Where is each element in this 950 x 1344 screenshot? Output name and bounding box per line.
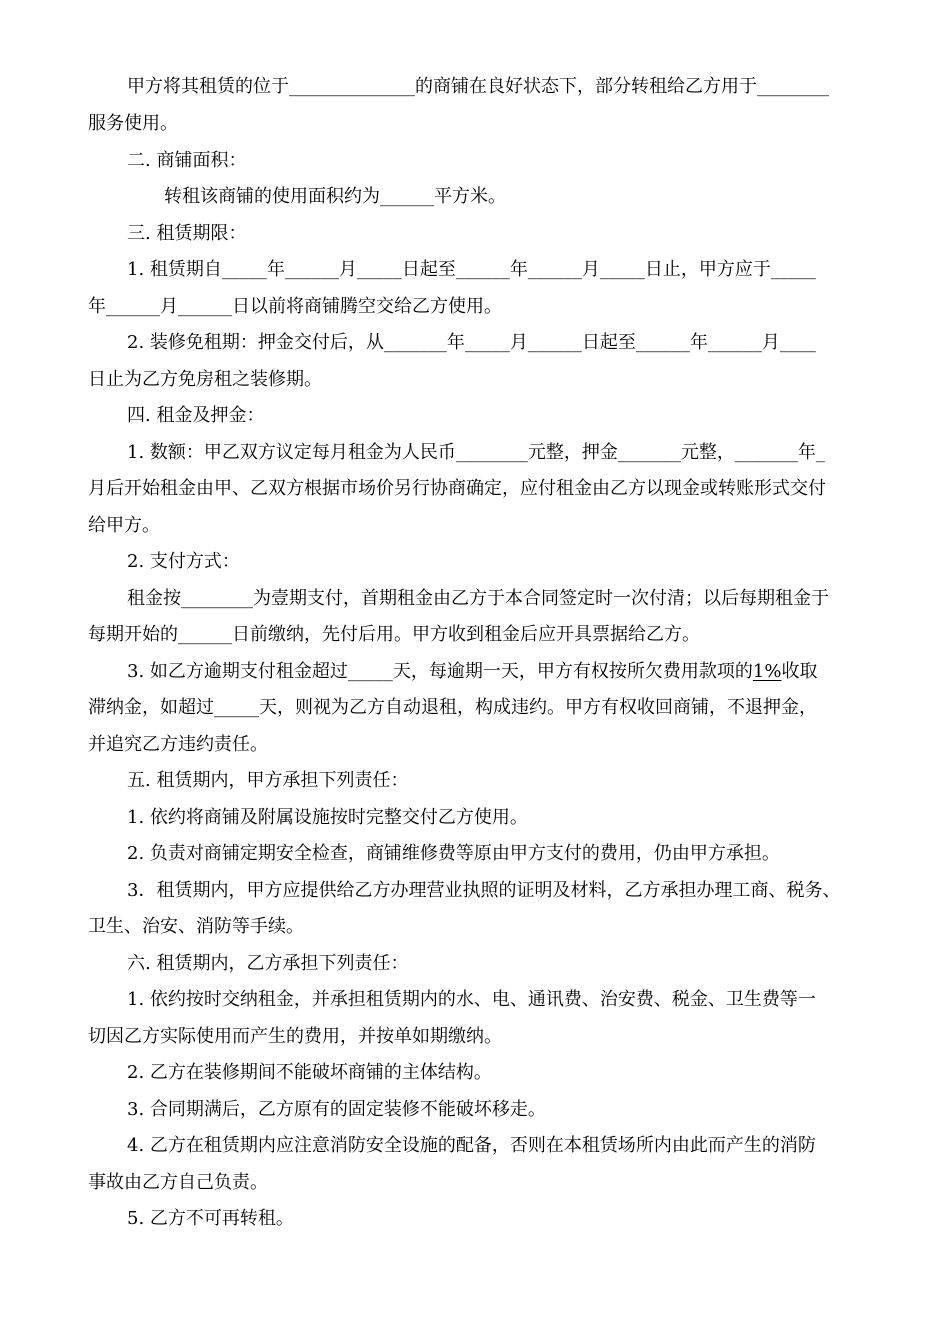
payment-line-2: 每期开始的______日前缴纳，先付后用。甲方收到租金后应开具票据给乙方。 [88,624,700,645]
late-fee-text: 3. 如乙方逾期支付租金超过_____天，每逾期一天，甲方有权按所欠费用款项的 [127,661,753,682]
clause-1-line-1: 甲方将其租赁的位于______________的商铺在良好状态下，部分转租给乙方用于________ [127,76,829,97]
late-fee-line-3: 并追究乙方违约责任。 [88,734,268,755]
late-fee-line-2: 滞纳金，如超过_____天，则视为乙方自动退租，构成违约。甲方有权收回商铺，不退押金， [88,697,817,718]
late-fee-text-end: 收取 [781,661,818,682]
lessor-duty-2: 2. 负责对商铺定期安全检查，商铺维修费等原由甲方支付的费用，仍由甲方承担。 [127,843,780,864]
lessee-duty-1-line-2: 切因乙方实际使用而产生的费用，并按单如期缴纳。 [88,1026,502,1047]
amount-line-3: 给甲方。 [88,515,160,536]
lessor-duty-3-line-2: 卫生、治安、消防等手续。 [88,916,304,937]
payment-line-1: 租金按________为壹期支付，首期租金由乙方于本合同签定时一次付清；以后每期租金于 [127,588,829,609]
term-line-1: 1. 租赁期自_____年______月_____日起至______年______月_____日止，甲方应于_____ [127,259,816,280]
renovation-line-1: 2. 装修免租期：押金交付后，从_______年_____月______日起至______年______月____ [127,332,816,353]
term-line-2: 年______月______日以前将商铺腾空交给乙方使用。 [88,296,502,317]
section-5-heading: 五. 租赁期内，甲方承担下列责任： [127,770,409,791]
payment-heading: 2. 支付方式： [127,551,240,572]
lessee-duty-3: 3. 合同期满后，乙方原有的固定装修不能破坏移走。 [127,1099,546,1120]
late-fee-rate: 1% [752,661,782,682]
lessor-duty-1: 1. 依约将商铺及附属设施按时完整交付乙方使用。 [127,807,528,828]
clause-1-line-2: 服务使用。 [88,113,178,134]
late-fee-line-1 [127,660,817,684]
area-line: 转租该商铺的使用面积约为______平方米。 [164,186,506,207]
lessee-duty-4-line-1: 4. 乙方在租赁期内应注意消防安全设施的配备，否则在本租赁场所内由此而产生的消防 [127,1135,816,1156]
lessee-duty-2: 2. 乙方在装修期间不能破坏商铺的主体结构。 [127,1062,492,1083]
section-4-heading: 四. 租金及押金： [127,405,265,426]
renovation-line-2: 日止为乙方免房租之装修期。 [88,369,322,390]
amount-line-2: 月后开始租金由甲、乙双方根据市场价另行协商确定，应付租金由乙方以现金或转账形式交付 [88,478,826,499]
lessee-duty-5: 5. 乙方不可再转租。 [127,1208,294,1229]
amount-line-1: 1. 数额：甲乙双方议定每月租金为人民币________元整，押金_______元整，_______年_ [127,442,825,463]
lessee-duty-1-line-1: 1. 依约按时交纳租金，并承担租赁期内的水、电、通讯费、治安费、税金、卫生费等一 [127,989,816,1010]
section-3-heading: 三. 租赁期限： [127,223,247,244]
section-6-heading: 六. 租赁期内，乙方承担下列责任： [127,953,409,974]
section-2-heading: 二. 商铺面积： [127,150,247,171]
lessee-duty-4-line-2: 事故由乙方自己负责。 [88,1172,268,1193]
lessor-duty-3-line-1: 3．租赁期内，甲方应提供给乙方办理营业执照的证明及材料，乙方承担办理工商、税务、 [127,880,841,901]
